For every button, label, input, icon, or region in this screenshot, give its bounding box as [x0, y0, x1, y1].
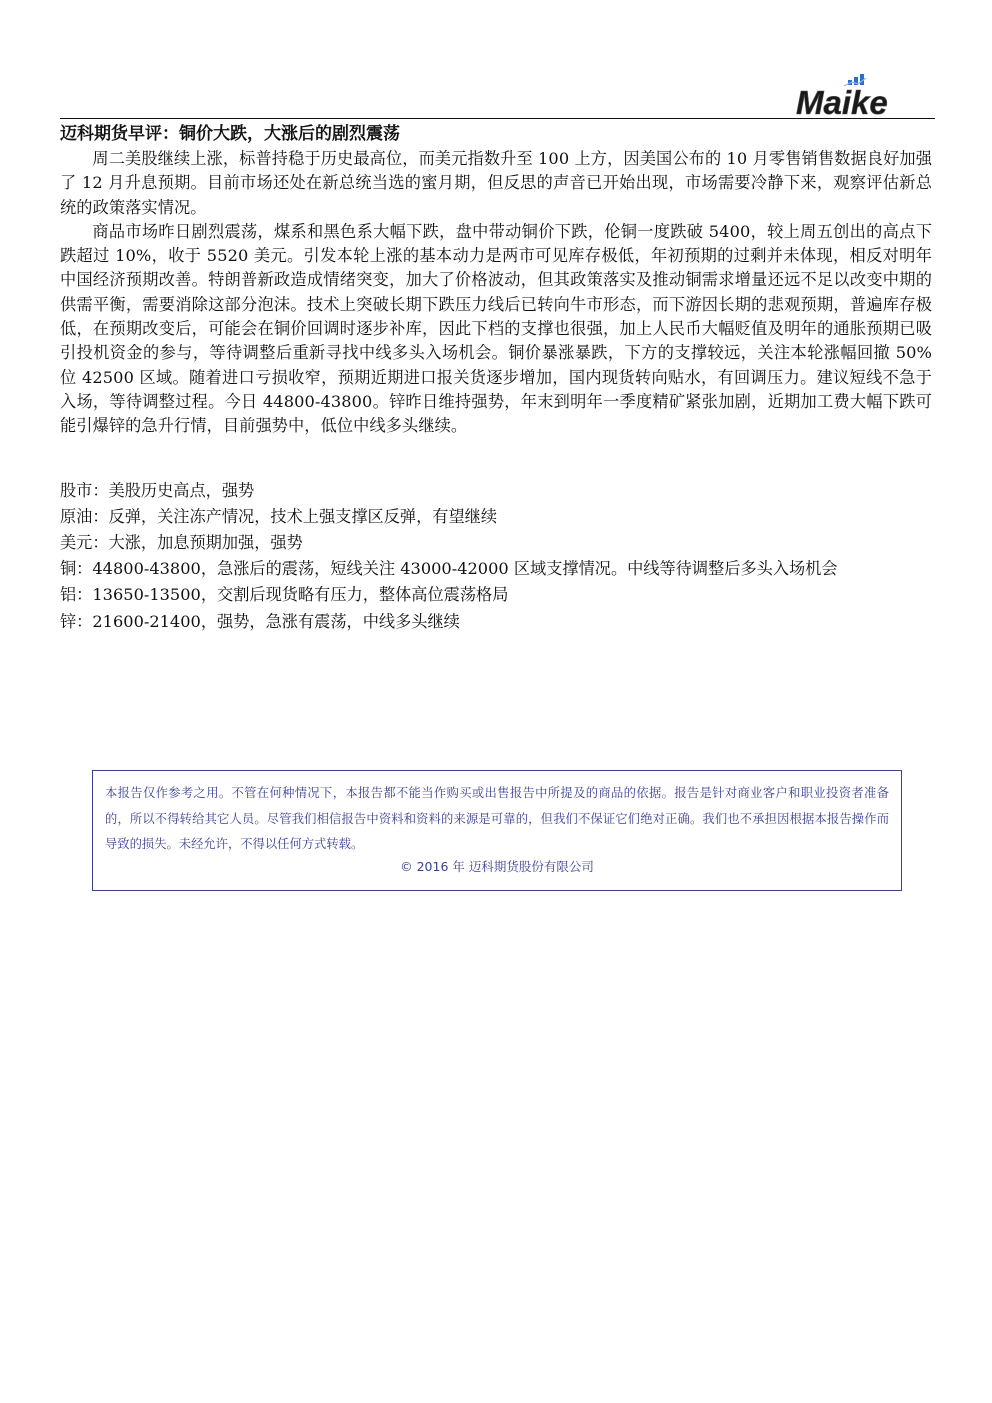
summary-zinc: 锌：21600-21400，强势，急涨有震荡，中线多头继续	[60, 611, 460, 631]
copyright-notice: © 2016 年 迈科期货股份有限公司	[400, 858, 594, 874]
summary-crude-oil: 原油：反弹，关注冻产情况，技术上强支撑区反弹，有望继续	[60, 506, 498, 526]
market-summary	[60, 478, 932, 635]
summary-stocks: 股市：美股历史高点，强势	[60, 480, 255, 500]
maike-logo-graphic	[792, 74, 932, 118]
logo-wordmark: Maike	[796, 84, 888, 118]
disclaimer-box	[92, 770, 902, 891]
article-title: 迈科期货早评：铜价大跌，大涨后的剧烈震荡	[60, 124, 400, 144]
article-body	[60, 121, 932, 635]
disclaimer-text: 本报告仅作参考之用。不管在何种情况下，本报告都不能当作购买或出售报告中所提及的商品的依据。报告是针对商业客户和职业投资者准备的，所以不得转给其它人员。尽管我们相信报告中资料和资料的来源是可靠的，但我们不保证它们绝对正确。我们也不承担因根据本报告操作而导致的损失。未经允许，不得以任何方式转载。	[105, 786, 889, 851]
summary-aluminum: 铝：13650-13500，交割后现货略有压力，整体高位震荡格局	[60, 585, 509, 605]
article-paragraph-1: 周二美股继续上涨，标普持稳于历史最高位，而美元指数升至 100 上方，因美国公布的 10 月零售销售数据良好加强了 12 月升息预期。目前市场还处在新总统当选的蜜月期，但反思的声音已开始出现，市场需要冷静下来，观察评估新总统的政策落实情况。	[60, 149, 932, 217]
summary-usd: 美元：大涨，加息预期加强，强势	[60, 532, 303, 552]
header-divider	[60, 118, 935, 119]
maike-logo	[792, 74, 932, 118]
summary-copper: 铜：44800-43800，急涨后的震荡，短线关注 43000-42000 区域支撑情况。中线等待调整后多头入场机会	[60, 559, 838, 579]
article-paragraph-2: 商品市场昨日剧烈震荡，煤系和黑色系大幅下跌，盘中带动铜价下跌，伦铜一度跌破 5400，较上周五创出的高点下跌超过 10%，收于 5520 美元。引发本轮上涨的基本动力是两市可见库存极低，年初预期的过剩并未体现，相反对明年中国经济预期改善。特朗普新政造成情绪突变，加大了价格波动，但其政策落实及推动铜需求增量还远不足以改变中期的供需平衡，需要消除这部分泡沫。技术上突破长期下跌压力线后已转向牛市形态，而下游因长期的悲观预期，普遍库存极低，在预期改变后，可能会在铜价回调时逐步补库，因此下档的支撑也很强，加上人民币大幅贬值及明年的通胀预期已吸引投机资金的参与，等待调整后重新寻找中线多头入场机会。铜价暴涨暴跌，下方的支撑较远，关注本轮涨幅回撤 50%位 42500 区域。随着进口亏损收窄，预期近期进口报关货逐步增加，国内现货转向贴水，有回调压力。建议短线不急于入场，等待调整过程。今日 44800-43800。锌昨日维持强势，年末到明年一季度精矿紧张加剧，近期加工费大幅下跌可能引爆锌的急升行情，目前强势中，低位中线多头继续。	[60, 221, 932, 436]
